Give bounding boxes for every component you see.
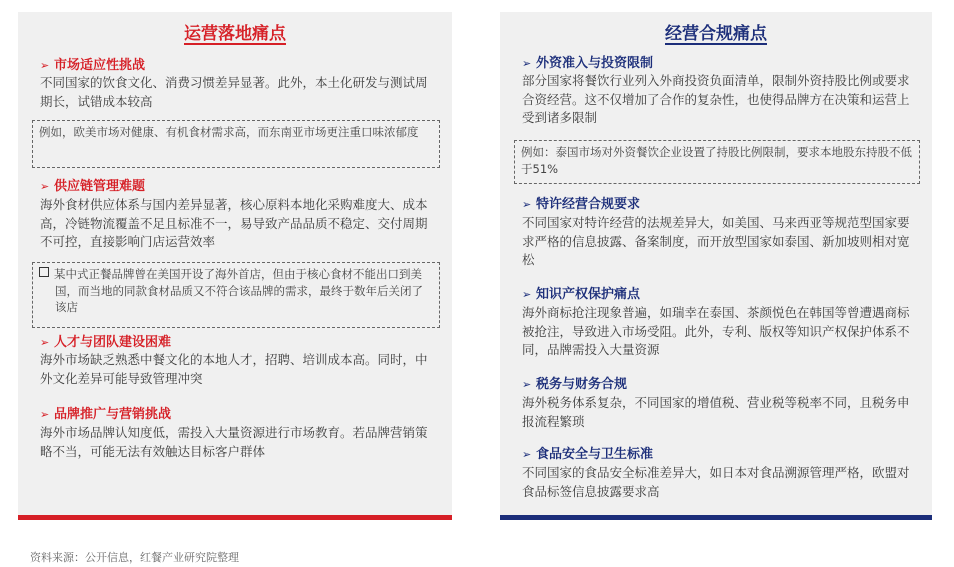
arrow-marker-icon: ➢ — [522, 378, 532, 391]
section-description: 不同国家对特许经营的法规差异大，如美国、马来西亚等规范型国家要求严格的信息披露、备案制度，而开放型国家如泰国、新加坡则相对宽松 — [522, 215, 910, 267]
panel-title: 运营落地痛点 — [184, 24, 286, 44]
operations-pain-points-panel — [18, 12, 452, 520]
arrow-marker-icon: ➢ — [522, 288, 532, 301]
section-heading: ➢ 食品安全与卫生标准 — [522, 447, 654, 462]
checkbox-square-icon — [39, 267, 49, 277]
section-description: 不同国家的食品安全标准差异大，如日本对食品溯源管理严格，欧盟对食品标签信息披露要求高 — [522, 465, 910, 499]
arrow-marker-icon: ➢ — [40, 408, 50, 421]
section-heading: ➢ 知识产权保护痛点 — [522, 287, 641, 302]
section-description: 海外市场缺乏熟悉中餐文化的本地人才，招聘、培训成本高。同时，中外文化差异可能导致管理冲突 — [40, 352, 428, 386]
panel-title: 经营合规痛点 — [665, 24, 767, 44]
arrow-marker-icon: ➢ — [40, 336, 50, 349]
panel-accent-bar — [500, 515, 932, 520]
section-description: 海外税务体系复杂，不同国家的增值税、营业税等税率不同，且税务申报流程繁琐 — [522, 395, 910, 429]
panel-accent-bar — [18, 515, 452, 520]
section-heading: ➢ 税务与财务合规 — [522, 377, 628, 392]
arrow-marker-icon: ➢ — [522, 198, 532, 211]
example-box: 例如，欧美市场对健康、有机食材需求高，而东南亚市场更注重口味浓郁度 — [32, 120, 440, 168]
section-description: 海外商标抢注现象普遍，如瑞幸在泰国、茶颜悦色在韩国等曾遭遇商标被抢注，导致进入市场受阻。此外，专利、版权等知识产权保护体系不同，品牌需投入大量资源 — [522, 305, 910, 357]
section-description: 海外食材供应体系与国内差异显著，核心原料本地化采购难度大、成本高，冷链物流覆盖不足且标准不一，易导致产品品质不稳定、交付周期不可控，直接影响门店运营效率 — [40, 197, 428, 249]
section-description: 部分国家将餐饮行业列入外商投资负面清单，限制外资持股比例或要求合资经营。这不仅增加了合作的复杂性，也使得品牌方在决策和运营上受到诸多限制 — [522, 73, 910, 125]
arrow-marker-icon: ➢ — [522, 57, 532, 70]
section-heading: ➢ 人才与团队建设困难 — [40, 335, 172, 350]
arrow-marker-icon: ➢ — [522, 448, 532, 461]
arrow-marker-icon: ➢ — [40, 59, 50, 72]
example-box: 某中式正餐品牌曾在美国开设了海外首店，但由于核心食材不能出口到美国，而当地的同款食材品质又不符合该品牌的需求，最终于数年后关闭了该店 — [32, 262, 440, 328]
arrow-marker-icon: ➢ — [40, 180, 50, 193]
section-heading: ➢ 外资准入与投资限制 — [522, 56, 654, 71]
section-description: 海外市场品牌认知度低，需投入大量资源进行市场教育。若品牌营销策略不当，可能无法有效触达目标客户群体 — [40, 425, 428, 459]
compliance-pain-points-panel — [500, 12, 932, 520]
example-box: 例如：泰国市场对外资餐饮企业设置了持股比例限制，要求本地股东持股不低于51% — [514, 140, 920, 184]
section-heading: ➢ 特许经营合规要求 — [522, 197, 641, 212]
section-heading: ➢ 供应链管理难题 — [40, 179, 146, 194]
section-description: 不同国家的饮食文化、消费习惯差异显著。此外，本土化研发与测试周期长，试错成本较高 — [40, 75, 428, 109]
section-heading: ➢ 品牌推广与营销挑战 — [40, 407, 172, 422]
section-heading: ➢ 市场适应性挑战 — [40, 58, 146, 73]
source-footnote: 资料来源：公开信息，红餐产业研究院整理 — [30, 551, 239, 564]
